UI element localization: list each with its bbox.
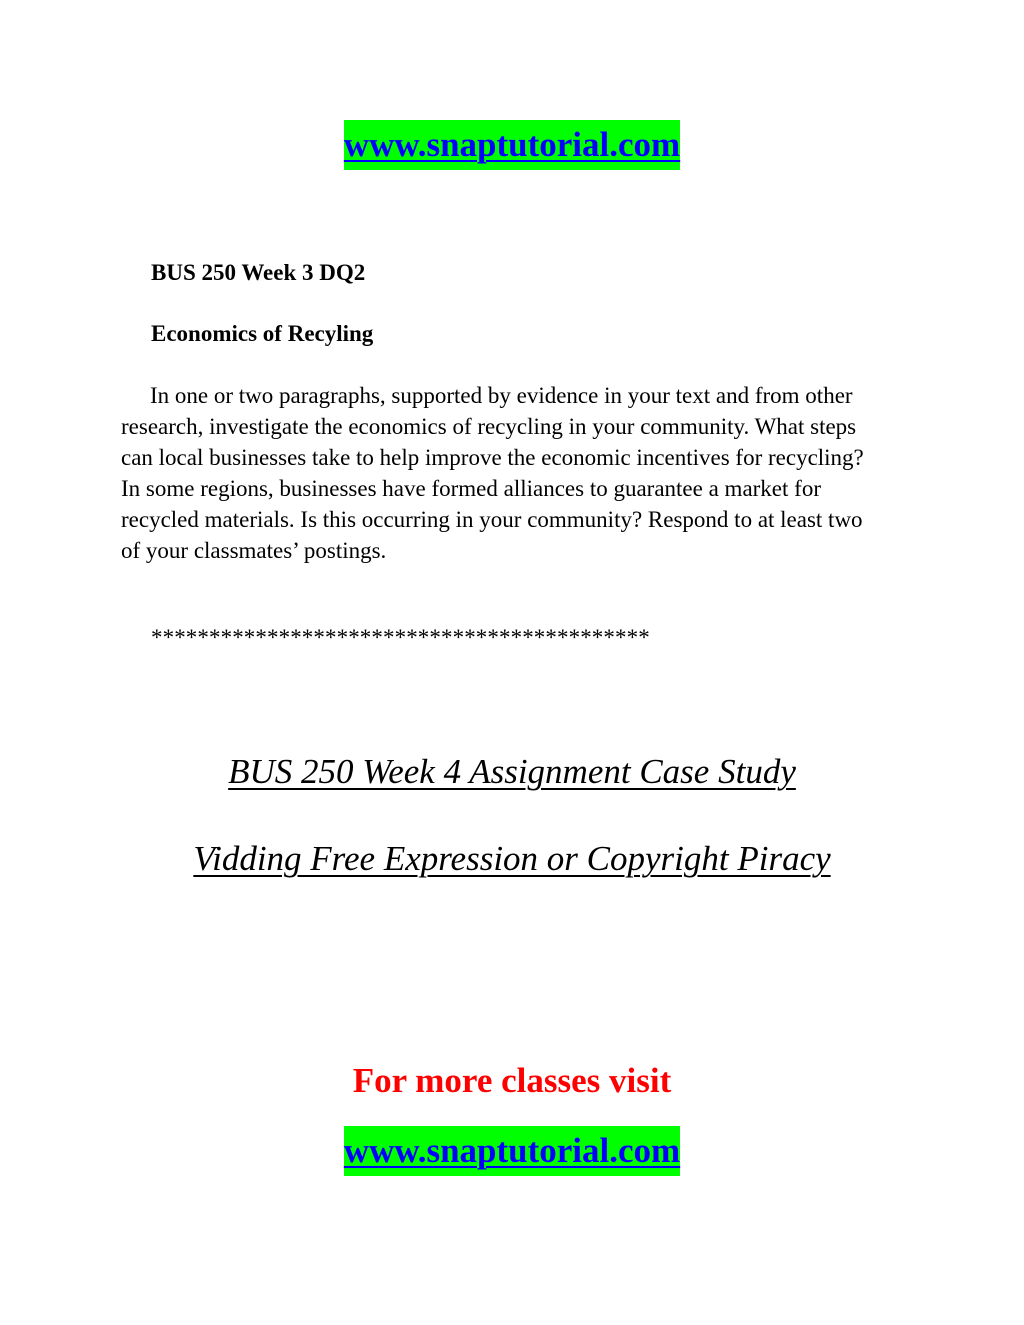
separator-asterisks: ******************************************* — [151, 625, 650, 650]
footer-website-link[interactable]: www.snaptutorial.com — [344, 1126, 680, 1176]
footer-link-row — [0, 1126, 1024, 1176]
course-title: BUS 250 Week 3 DQ2 — [151, 260, 366, 285]
case-study-title: Vidding Free Expression or Copyright Piracy — [193, 839, 831, 878]
assignment-title: BUS 250 Week 4 Assignment Case Study — [228, 752, 796, 791]
topic-title: Economics of Recyling — [151, 321, 374, 346]
assignment-title-row — [0, 750, 1024, 794]
case-title-row — [0, 837, 1024, 881]
header-link-row — [0, 120, 1024, 170]
header-website-link[interactable]: www.snaptutorial.com — [344, 120, 680, 170]
cta-row — [0, 1059, 1024, 1103]
discussion-prompt: In one or two paragraphs, supported by evidence in your text and from other research, investigate the economics of recycling in your community. What steps can local businesses take to help improve the economic incentives for recycling? In some regions, businesses have formed alliances to guarantee a market for recycled materials. Is this occurring in your community? Respond to at least two of your classmates’ postings. — [121, 383, 864, 563]
more-classes-cta: For more classes visit — [352, 1061, 672, 1100]
